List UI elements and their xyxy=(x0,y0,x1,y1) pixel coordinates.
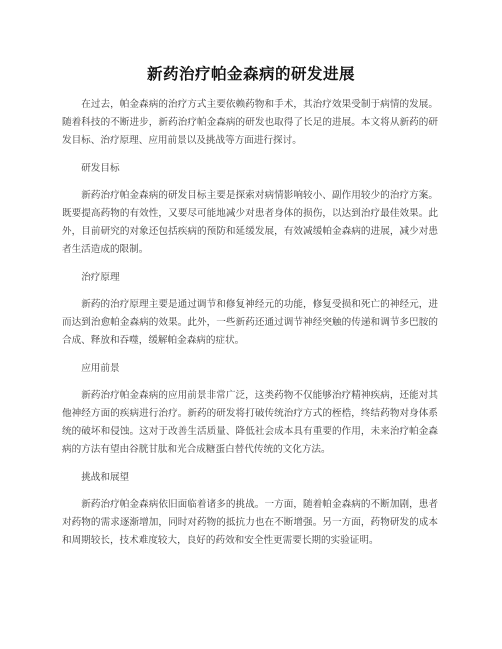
document-title: 新药治疗帕金森病的研发进展 xyxy=(146,65,355,83)
section-heading-prospects: 应用前景 xyxy=(81,363,120,374)
intro-paragraph: 在过去，帕金森病的治疗方式主要依赖药物和手术，其治疗效果受制于病情的发展。随着科技的不断进步，新药治疗帕金森病的研发也取得了长足的进展。本文将从新药的研发目标、治疗原理、应用前景以及挑战等方面进行探讨。 xyxy=(62,99,438,146)
section-heading-challenges: 挑战和展望 xyxy=(81,472,130,483)
section-heading-goals: 研发目标 xyxy=(81,163,120,174)
document-body xyxy=(62,96,438,560)
section-heading-principle: 治疗原理 xyxy=(81,272,120,283)
section-body-goals: 新药治疗帕金森病的研发目标主要是探索对病情影响较小、副作用较少的治疗方案。既要提高药物的有效性，又要尽可能地减少对患者身体的损伤，以达到治疗最佳效果。此外，目前研究的对象还包括疾病的预防和延缓发展，有效减缓帕金森病的进展，减少对患者生活造成的限制。 xyxy=(62,190,438,255)
section-body-principle: 新药的治疗原理主要是通过调节和修复神经元的功能，修复受损和死亡的神经元，进而达到治愈帕金森病的效果。此外，一些新药还通过调节神经突触的传递和调节多巴胺的合成、释放和吞噬，缓解帕金森病的症状。 xyxy=(62,299,438,346)
section-body-prospects: 新药治疗帕金森病的应用前景非常广泛，这类药物不仅能够治疗精神疾病，还能对其他神经方面的疾病进行治疗。新药的研发将打破传统治疗方式的桎梏，终结药物对身体系统的破坏和侵蚀。这对于改善生活质量、降低社会成本具有重要的作用，未来治疗帕金森病的方法有望由谷胱甘肽和光合成糖蛋白替代传统的文化方法。 xyxy=(62,390,438,455)
section-body-challenges: 新药治疗帕金森病依旧面临着诸多的挑战。一方面，随着帕金森病的不断加剧，患者对药物的需求逐渐增加，同时对药物的抵抗力也在不断增强。另一方面，药物研发的成本和周期较长，技术难度较大，良好的药效和安全性更需要长期的实验证明。 xyxy=(62,499,438,546)
